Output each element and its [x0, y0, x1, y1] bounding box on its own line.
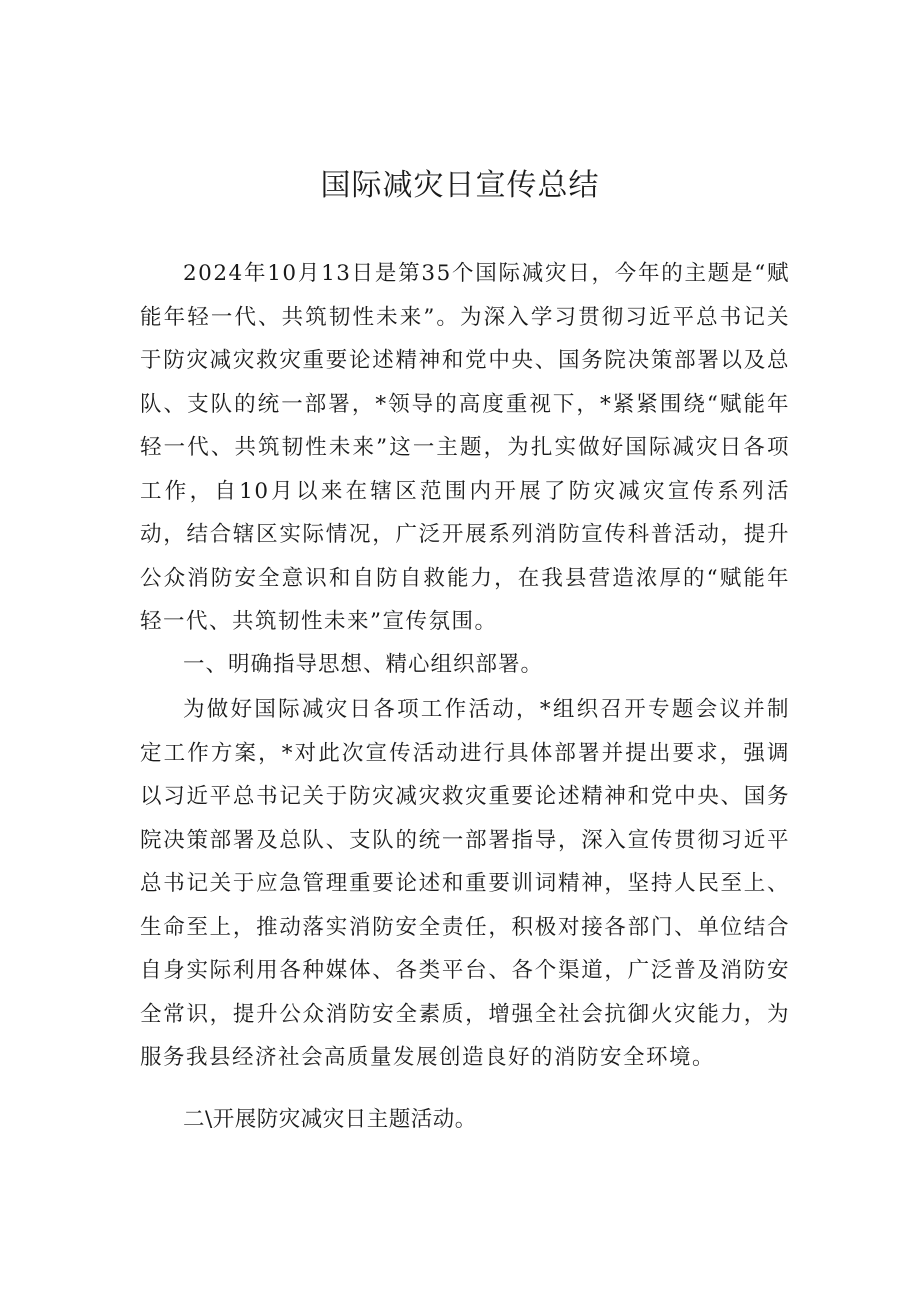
- intro-paragraph: 2024年10月13日是第35个国际减灾日，今年的主题是“赋能年轻一代、共筑韧性未来”。为深入学习贯彻习近平总书记关于防灾减灾救灾重要论述精神和党中央、国务院决策部署以及总队、支队的统一部署，*领导的高度重视下，*紧紧围绕“赋能年轻一代、共筑韧性未来”这一主题，为扎实做好国际减灾日各项工作，自10月以来在辖区范围内开展了防灾减灾宣传系列活动，结合辖区实际情况，广泛开展系列消防宣传科普活动，提升公众消防安全意识和自防自救能力，在我县营造浓厚的“赋能年轻一代、共筑韧性未来”宣传氛围。: [140, 261, 790, 634]
- section-heading-1: 一、明确指导思想、精心组织部署。: [183, 652, 544, 677]
- section-heading-2: 二\开展防灾减灾日主题活动。: [183, 1107, 477, 1132]
- section-1-paragraph: 为做好国际减灾日各项工作活动，*组织召开专题会议并制定工作方案，*对此次宣传活动进行具体部署并提出要求，强调以习近平总书记关于防灾减灾救灾重要论述精神和党中央、国务院决策部署及总队、支队的统一部署指导，深入宣传贯彻习近平总书记关于应急管理重要论述和重要训词精神，坚持人民至上、生命至上，推动落实消防安全责任，积极对接各部门、单位结合自身实际利用各种媒体、各类平台、各个渠道，广泛普及消防安全常识，提升公众消防安全素质，增强全社会抗御火灾能力，为服务我县经济社会高质量发展创造良好的消防安全环境。: [140, 697, 790, 1070]
- document-title: 国际减灾日宣传总结: [320, 168, 600, 203]
